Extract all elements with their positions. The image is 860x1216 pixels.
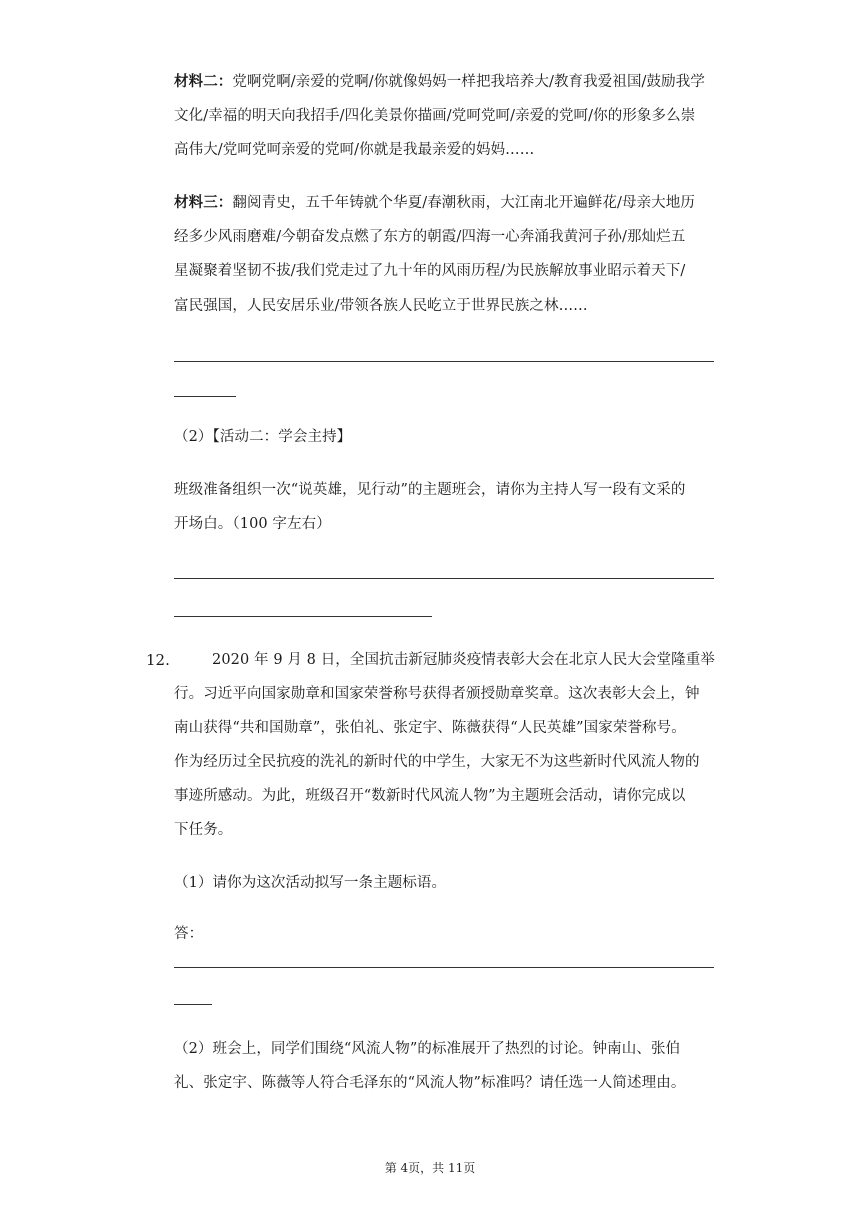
answer-line[interactable]: [174, 967, 714, 968]
question12-sub2-line1: （2）班会上，同学们围绕“风流人物”的标准展开了热烈的讨论。钟南山、张伯: [174, 1041, 681, 1057]
activity2-line1: 班级准备组织一次“说英雄，见行动”的主题班会，请你为主持人写一段有文采的: [174, 482, 686, 498]
material3-line1: [174, 193, 695, 213]
material3-line1-text: 翻阅青史，五千年铸就个华夏/春潮秋雨，大江南北开遍鲜花/母亲大地历: [232, 195, 695, 211]
question12-line1: 2020 年 9 月 8 日，全国抗击新冠肺炎疫情表彰大会在北京人民大会堂隆重举: [212, 652, 715, 668]
material3-line3: 星凝聚着坚韧不拔/我们党走过了九十年的风雨历程/为民族解放事业昭示着天下/: [174, 263, 686, 279]
question12-line3: 南山获得“共和国勋章”，张伯礼、张定宇、陈薇获得“人民英雄”国家荣誉称号。: [174, 720, 686, 736]
material3-line2: 经多少风雨磨难/今朝奋发点燃了东方的朝霞/四海一心奔涌我黄河子孙/那灿烂五: [174, 229, 686, 245]
answer-line[interactable]: [174, 578, 714, 579]
material2-line1-text: 党啊党啊/亲爱的党啊/你就像妈妈一样把我培养大/教育我爱祖国/鼓励我学: [232, 74, 705, 90]
material2-line2: 文化/幸福的明天向我招手/四化美景你描画/党呵党呵/亲爱的党呵/你的形象多么崇: [174, 108, 696, 124]
answer-line[interactable]: [174, 1004, 212, 1005]
answer-line[interactable]: [174, 361, 714, 362]
question12-line4: 作为经历过全民抗疫的洗礼的新时代的中学生，大家无不为这些新时代风流人物的: [174, 754, 700, 770]
answer-label: 答：: [174, 926, 204, 942]
material2-label: 材料二：: [174, 73, 233, 90]
activity2-heading: （2）【活动二：学会主持】: [174, 429, 352, 445]
material3-line4: 富民强国，人民安居乐业/带领各族人民屹立于世界民族之林……: [174, 298, 588, 314]
material2-line1: [174, 72, 705, 92]
activity2-line2: 开场白。（100 字左右）: [174, 516, 331, 532]
question12-sub2-line2: 礼、张定宇、陈薇等人符合毛泽东的“风流人物”标准吗？请任选一人简述理由。: [174, 1075, 686, 1091]
question12-sub1: （1）请你为这次活动拟写一条主题标语。: [174, 875, 447, 891]
material2-line3: 高伟大/党呵党呵亲爱的党呵/你就是我最亲爱的妈妈……: [174, 142, 535, 158]
answer-line[interactable]: [174, 616, 432, 617]
answer-line[interactable]: [174, 396, 236, 397]
page-footer: 第 4页，共 11页: [384, 1161, 476, 1175]
question12-line6: 下任务。: [174, 822, 233, 838]
question-number: 12.: [146, 651, 170, 669]
material3-label: 材料三：: [174, 194, 233, 211]
question12-line5: 事迹所感动。为此，班级召开“数新时代风流人物”为主题班会活动，请你完成以: [174, 788, 686, 804]
question12-line2: 行。习近平向国家勋章和国家荣誉称号获得者颁授勋章奖章。这次表彰大会上，钟: [174, 686, 700, 702]
